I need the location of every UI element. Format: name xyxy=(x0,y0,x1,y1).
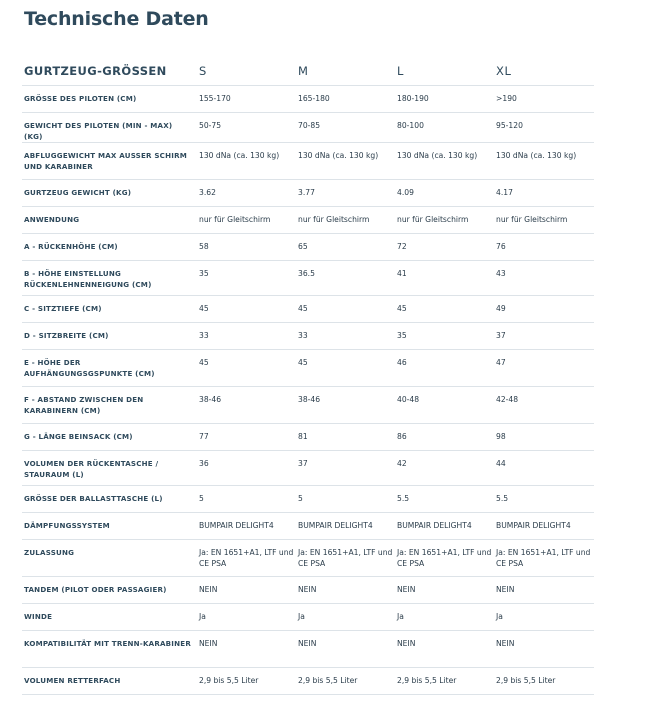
cell-size-xl: Ja: EN 1651+A1, LTF und CE PSA xyxy=(494,540,594,577)
cell-size-s: 155-170 xyxy=(197,86,296,113)
row-label: B - HÖHE EINSTELLUNG RÜCKENLEHNENNEIGUNG (CM) xyxy=(22,261,197,296)
cell-size-m: NEIN xyxy=(296,631,395,668)
cell-size-l: 180-190 xyxy=(395,86,494,113)
cell-size-m: 37 xyxy=(296,451,395,486)
cell-size-m: 45 xyxy=(296,296,395,323)
cell-size-s: 58 xyxy=(197,234,296,261)
row-label: VOLUMEN DER RÜCKENTASCHE / STAURAUM (L) xyxy=(22,451,197,486)
row-label: WINDE xyxy=(22,604,197,631)
table-row xyxy=(22,424,594,451)
cell-size-xl: 44 xyxy=(494,451,594,486)
cell-size-l: Ja: EN 1651+A1, LTF und CE PSA xyxy=(395,540,494,577)
row-label: C - SITZTIEFE (CM) xyxy=(22,296,197,323)
cell-size-l: BUMPAIR DELIGHT4 xyxy=(395,513,494,540)
cell-size-m: 70-85 xyxy=(296,113,395,143)
table-row xyxy=(22,234,594,261)
cell-size-l: 40-48 xyxy=(395,387,494,424)
cell-size-xl: 2,9 bis 5,5 Liter xyxy=(494,668,594,695)
row-label: GRÖSSE DER BALLASTTASCHE (L) xyxy=(22,486,197,513)
cell-size-xl: 130 dNa (ca. 130 kg) xyxy=(494,143,594,180)
cell-size-s: nur für Gleitschirm xyxy=(197,207,296,234)
row-label: ANWENDUNG xyxy=(22,207,197,234)
table-row xyxy=(22,668,594,695)
size-header-m: M xyxy=(296,54,395,86)
row-label: KOMPATIBILITÄT MIT TRENN-KARABINER xyxy=(22,631,197,668)
cell-size-xl: NEIN xyxy=(494,631,594,668)
cell-size-m: 33 xyxy=(296,323,395,350)
row-label: G - LÄNGE BEINSACK (CM) xyxy=(22,424,197,451)
row-label: D - SITZBREITE (CM) xyxy=(22,323,197,350)
table-row xyxy=(22,540,594,577)
cell-size-s: 2,9 bis 5,5 Liter xyxy=(197,668,296,695)
cell-size-s: 33 xyxy=(197,323,296,350)
cell-size-xl: 4.17 xyxy=(494,180,594,207)
cell-size-m: 130 dNa (ca. 130 kg) xyxy=(296,143,395,180)
cell-size-m: 65 xyxy=(296,234,395,261)
cell-size-xl: 95-120 xyxy=(494,113,594,143)
cell-size-l: 86 xyxy=(395,424,494,451)
header-label: GURTZEUG-GRÖSSEN xyxy=(22,54,197,86)
cell-size-s: NEIN xyxy=(197,577,296,604)
table-row xyxy=(22,261,594,296)
table-row xyxy=(22,577,594,604)
cell-size-s: 45 xyxy=(197,350,296,387)
cell-size-l: 42 xyxy=(395,451,494,486)
cell-size-xl: 98 xyxy=(494,424,594,451)
size-header-xl: XL xyxy=(494,54,594,86)
cell-size-xl: NEIN xyxy=(494,577,594,604)
table-row xyxy=(22,350,594,387)
row-label: E - HÖHE DER AUFHÄNGUNGSGSPUNKTE (CM) xyxy=(22,350,197,387)
cell-size-m: nur für Gleitschirm xyxy=(296,207,395,234)
cell-size-m: 81 xyxy=(296,424,395,451)
cell-size-m: 5 xyxy=(296,486,395,513)
cell-size-s: 36 xyxy=(197,451,296,486)
row-label: GURTZEUG GEWICHT (KG) xyxy=(22,180,197,207)
cell-size-l: NEIN xyxy=(395,631,494,668)
table-row xyxy=(22,296,594,323)
cell-size-l: 5.5 xyxy=(395,486,494,513)
row-label: ABFLUGGEWICHT MAX AUSSER SCHIRM UND KARABINER xyxy=(22,143,197,180)
cell-size-xl: nur für Gleitschirm xyxy=(494,207,594,234)
page-title: Technische Daten xyxy=(24,8,209,30)
cell-size-s: 38-46 xyxy=(197,387,296,424)
row-label: F - ABSTAND ZWISCHEN DEN KARABINERN (CM) xyxy=(22,387,197,424)
table-row xyxy=(22,207,594,234)
table-row xyxy=(22,86,594,113)
cell-size-l: 2,9 bis 5,5 Liter xyxy=(395,668,494,695)
table-row xyxy=(22,486,594,513)
row-label: GRÖSSE DES PILOTEN (CM) xyxy=(22,86,197,113)
cell-size-l: 45 xyxy=(395,296,494,323)
cell-size-l: 80-100 xyxy=(395,113,494,143)
cell-size-m: 38-46 xyxy=(296,387,395,424)
specs-table xyxy=(22,54,594,695)
cell-size-m: Ja: EN 1651+A1, LTF und CE PSA xyxy=(296,540,395,577)
table-row xyxy=(22,387,594,424)
cell-size-s: 50-75 xyxy=(197,113,296,143)
cell-size-m: 2,9 bis 5,5 Liter xyxy=(296,668,395,695)
size-header-l: L xyxy=(395,54,494,86)
cell-size-xl: 37 xyxy=(494,323,594,350)
cell-size-m: NEIN xyxy=(296,577,395,604)
row-label: A - RÜCKENHÖHE (CM) xyxy=(22,234,197,261)
cell-size-m: BUMPAIR DELIGHT4 xyxy=(296,513,395,540)
cell-size-xl: 5.5 xyxy=(494,486,594,513)
cell-size-xl: Ja xyxy=(494,604,594,631)
cell-size-s: 5 xyxy=(197,486,296,513)
cell-size-s: 77 xyxy=(197,424,296,451)
row-label: DÄMPFUNGSSYSTEM xyxy=(22,513,197,540)
row-label: ZULASSUNG xyxy=(22,540,197,577)
cell-size-l: 4.09 xyxy=(395,180,494,207)
row-label: VOLUMEN RETTERFACH xyxy=(22,668,197,695)
cell-size-s: Ja: EN 1651+A1, LTF und CE PSA xyxy=(197,540,296,577)
cell-size-m: 45 xyxy=(296,350,395,387)
cell-size-xl: 49 xyxy=(494,296,594,323)
cell-size-s: 3.62 xyxy=(197,180,296,207)
cell-size-l: NEIN xyxy=(395,577,494,604)
cell-size-s: Ja xyxy=(197,604,296,631)
table-body xyxy=(22,86,594,695)
cell-size-xl: 47 xyxy=(494,350,594,387)
cell-size-s: 35 xyxy=(197,261,296,296)
cell-size-m: 165-180 xyxy=(296,86,395,113)
cell-size-xl: BUMPAIR DELIGHT4 xyxy=(494,513,594,540)
cell-size-l: Ja xyxy=(395,604,494,631)
cell-size-s: NEIN xyxy=(197,631,296,668)
cell-size-xl: >190 xyxy=(494,86,594,113)
cell-size-m: 36.5 xyxy=(296,261,395,296)
table-row xyxy=(22,143,594,180)
cell-size-xl: 43 xyxy=(494,261,594,296)
table-row xyxy=(22,180,594,207)
cell-size-l: nur für Gleitschirm xyxy=(395,207,494,234)
cell-size-l: 46 xyxy=(395,350,494,387)
cell-size-s: 45 xyxy=(197,296,296,323)
table-row xyxy=(22,604,594,631)
table-row xyxy=(22,451,594,486)
table-row xyxy=(22,113,594,143)
cell-size-s: 130 dNa (ca. 130 kg) xyxy=(197,143,296,180)
cell-size-l: 35 xyxy=(395,323,494,350)
table-row xyxy=(22,513,594,540)
cell-size-m: 3.77 xyxy=(296,180,395,207)
cell-size-m: Ja xyxy=(296,604,395,631)
table-row xyxy=(22,631,594,668)
cell-size-xl: 42-48 xyxy=(494,387,594,424)
row-label: GEWICHT DES PILOTEN (MIN - MAX) (KG) xyxy=(22,113,197,143)
table-header-row xyxy=(22,54,594,86)
cell-size-s: BUMPAIR DELIGHT4 xyxy=(197,513,296,540)
row-label: TANDEM (PILOT ODER PASSAGIER) xyxy=(22,577,197,604)
cell-size-l: 130 dNa (ca. 130 kg) xyxy=(395,143,494,180)
cell-size-l: 72 xyxy=(395,234,494,261)
table-row xyxy=(22,323,594,350)
cell-size-l: 41 xyxy=(395,261,494,296)
size-header-s: S xyxy=(197,54,296,86)
cell-size-xl: 76 xyxy=(494,234,594,261)
